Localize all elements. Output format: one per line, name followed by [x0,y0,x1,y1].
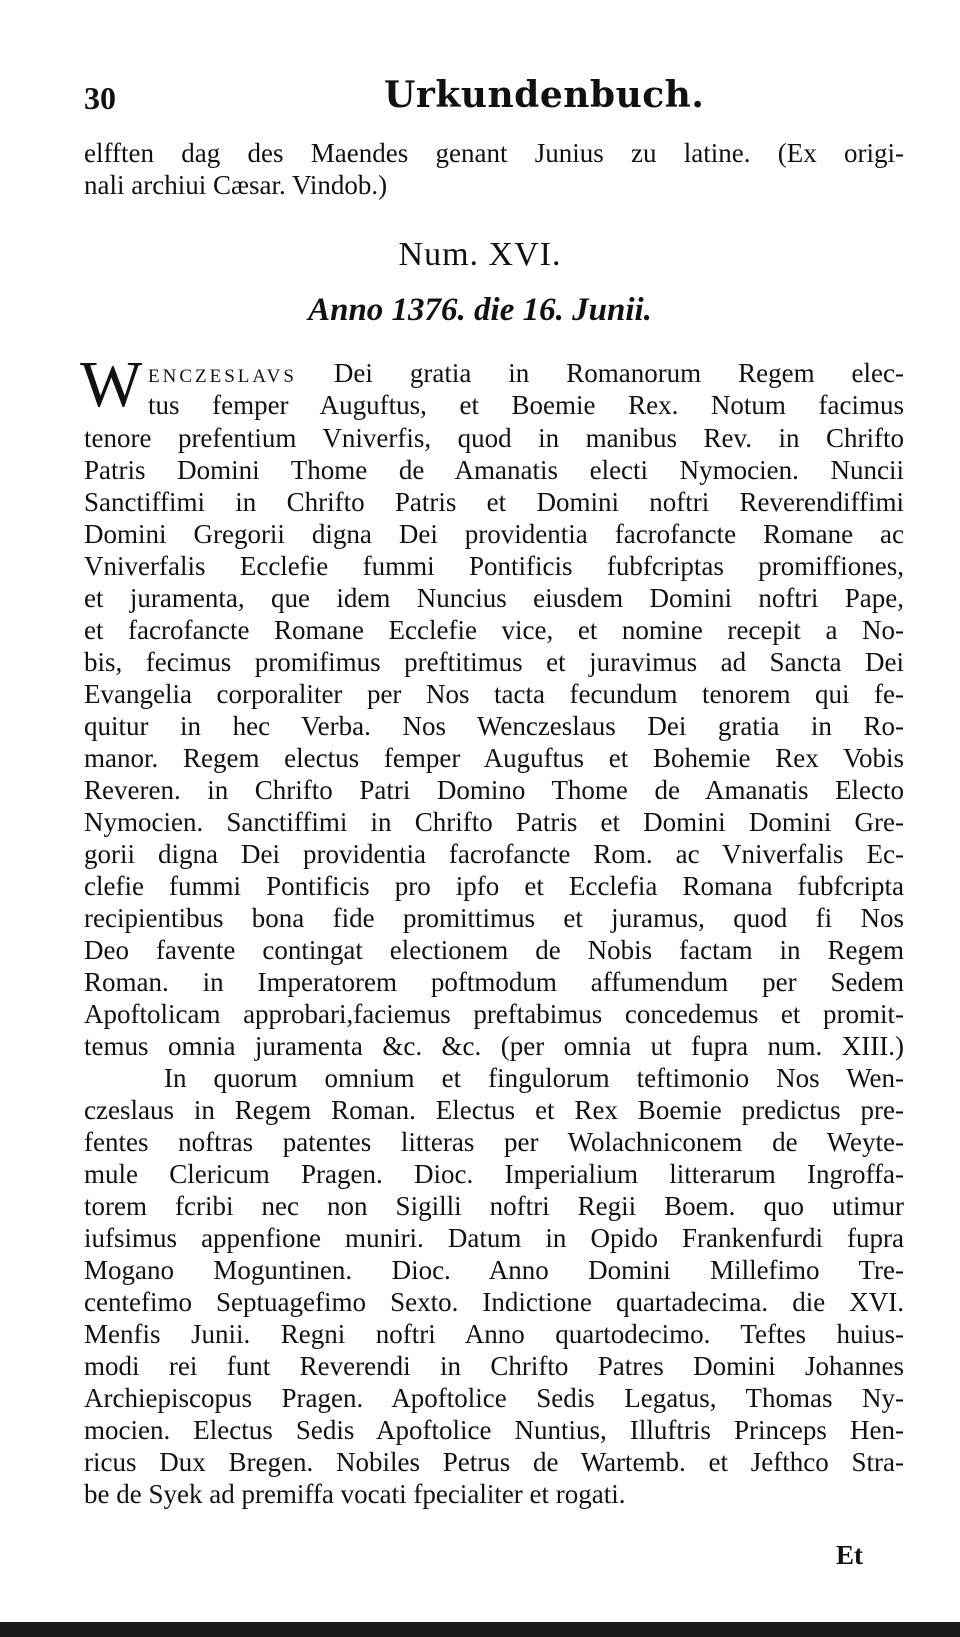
page-bottom-border [0,1622,960,1637]
body-line: Reveren. in Chrifto Patri Domino Thome de Amanatis Electo [84,775,904,805]
closing-line: modi rei funt Reverendi in Chrifto Patres Domini Johannes [84,1351,904,1381]
catchword: Et [836,1540,863,1570]
body-line: Sanctiffimi in Chrifto Patris et Domini noftri Reverendiffimi [84,487,904,517]
closing-line: ricus Dux Bregen. Nobiles Petrus de Wartemb. et Jefthco Stra- [84,1447,904,1477]
closing-line: fentes noftras patentes litteras per Wolachniconem de Weyte- [84,1127,904,1157]
charter-date-heading: Anno 1376. die 16. Junii. [308,292,652,328]
body-line: Patris Domini Thome de Amanatis electi Nymocien. Nuncii [84,455,904,485]
intro-line: nali archiui Cæsar. Vindob.) [84,170,388,200]
body-line: Vniverfalis Ecclefie fummi Pontificis fubfcriptas promiffiones, [84,551,904,581]
body-line: manor. Regem electus femper Auguftus et Bohemie Rex Vobis [84,743,904,773]
body-line: et facrofancte Romane Ecclefie vice, et nomine recepit a No- [84,615,904,645]
body-line: Domini Gregorii digna Dei providentia facrofancte Romane ac [84,519,904,549]
page-number: 30 [84,80,116,116]
closing-line: In quorum omnium et fingulorum teftimonio Nos Wen- [164,1063,904,1093]
drop-initial: W [80,348,143,421]
running-title: Urkundenbuch. [384,74,705,116]
body-line: temus omnia juramenta &c. &c. (per omnia ut fupra num. XIII.) [84,1031,904,1061]
body-line: Evangelia corporaliter per Nos tacta fecundum tenorem qui fe- [84,679,904,709]
closing-line: czeslaus in Regem Roman. Electus et Rex Boemie predictus pre- [84,1095,904,1125]
closing-line: Menfis Junii. Regni noftri Anno quartodecimo. Teftes huius- [84,1319,904,1349]
charter-number-heading: Num. XVI. [398,236,562,273]
closing-line: centefimo Septuagefimo Sexto. Indictione quartadecima. die XVI. [84,1287,904,1317]
body-line: et juramenta, que idem Nuncius eiusdem Domini noftri Pape, [84,583,904,613]
first-line-rest: Dei gratia in Romanorum Regem elec- [333,358,905,388]
charter-second-line: tus femper Auguftus, et Boemie Rex. Notum facimus [148,390,904,420]
body-line: tenore prefentium Vniverfis, quod in manibus Rev. in Chrifto [84,423,904,453]
charter-first-line [148,358,904,392]
body-line: Apoftolicam approbari,faciemus preftabimus concedemus et promit- [84,999,904,1029]
body-line: Deo favente contingat electionem de Nobis factam in Regem [84,935,904,965]
closing-line: mule Clericum Pragen. Dioc. Imperialium litterarum Ingroffa- [84,1159,904,1189]
closing-line: Archiepiscopus Pragen. Apoftolice Sedis Legatus, Thomas Ny- [84,1383,904,1413]
charter-body [84,422,904,1510]
closing-line: iufsimus appenfione muniri. Datum in Opido Frankenfurdi fupra [84,1223,904,1253]
closing-line: Mogano Moguntinen. Dioc. Anno Domini Millefimo Tre- [84,1255,904,1285]
body-line: gorii digna Dei providentia facrofancte Rom. ac Vniverfalis Ec- [84,839,904,869]
closing-line: be de Syek ad premiffa vocati fpecialiter et rogati. [84,1479,626,1509]
body-line: bis, fecimus promifimus preftitimus et juravimus ad Sancta Dei [84,647,904,677]
body-line: clefie fummi Pontificis pro ipfo et Ecclefia Romana fubfcripta [84,871,904,901]
body-line: Roman. in Imperatorem poftmodum affumendum per Sedem [84,967,904,997]
body-line: Nymocien. Sanctiffimi in Chrifto Patris et Domini Domini Gre- [84,807,904,837]
closing-line: mocien. Electus Sedis Apoftolice Nuntius, Illuftris Princeps Hen- [84,1415,904,1445]
first-line-caps: ENCZESLAVS [148,366,297,387]
body-line: recipientibus bona fide promittimus et juramus, quod fi Nos [84,903,904,933]
running-head [84,74,904,124]
body-line: quitur in hec Verba. Nos Wenczeslaus Dei gratia in Ro- [84,711,904,741]
intro-line: elfften dag des Maendes genant Junius zu latine. (Ex origi- [84,138,904,168]
closing-line: torem fcribi nec non Sigilli noftri Regii Boem. quo utimur [84,1191,904,1221]
